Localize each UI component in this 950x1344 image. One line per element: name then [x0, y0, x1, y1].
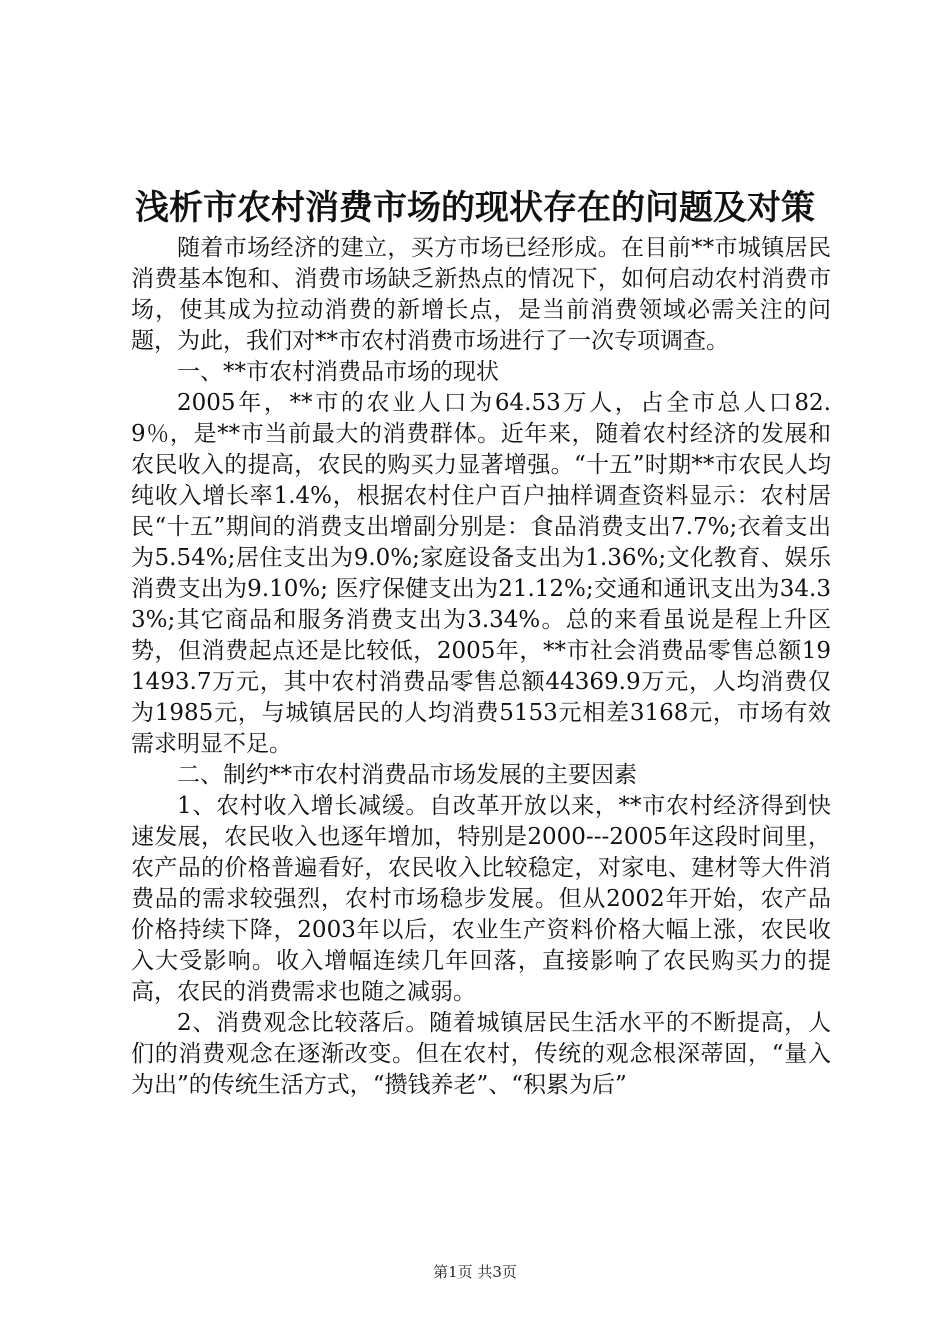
section-heading-status: 一、**市农村消费品市场的现状 [177, 359, 499, 385]
status-paragraph: 2005年，**市的农业人口为64.53万人，占全市总人口82.9％，是**市当前最大的消费群体。近年来，随着农村经济的发展和农民收入的提高，农民的购买力显著增强。“十五”时期**市农民人均纯收入增长率1.4%，根据农村住户百户抽样调查资料显示：农村居民“十五”期间的消费支出增副分别是：食品消费支出7.7%;衣着支出为5.54%;居住支出为9.0%;家庭设备支出为1.36%;文化教育、娱乐消费支出为9.10%; 医疗保健支出为21.12%;交通和通讯支出为34.33%;其它商品和服务消费支出为3.34%。总的来看虽说是程上升区势，但消费起点还是比较低，2005年，**市社会消费品零售总额191493.7万元，其中农村消费品零售总额44369.9万元，人均消费仅为1985元，与城镇居民的人均消费5153元相差3168元，市场有效需求明显不足。 [131, 390, 831, 757]
intro-paragraph: 随着市场经济的建立，买方市场已经形成。在目前**市城镇居民消费基本饱和、消费市场缺乏新热点的情况下，如何启动农村消费市场，使其成为拉动消费的新增长点，是当前消费领域必需关注的问题，为此，我们对**市农村消费市场进行了一次专项调查。 [131, 235, 831, 354]
section-heading-factors: 二、制约**市农村消费品市场发展的主要因素 [177, 762, 637, 788]
document-title: 浅析市农村消费市场的现状存在的问题及对策 [135, 188, 815, 228]
factor-1-paragraph: 1、农村收入增长减缓。自改革开放以来，**市农村经济得到快速发展，农民收入也逐年增加，特别是2000---2005年这段时间里，农产品的价格普遍看好，农民收入比较稳定，对家电、建材等大件消费品的需求较强烈，农村市场稳步发展。但从2002年开始，农产品价格持续下降，2003年以后，农业生产资料价格大幅上涨，农民收入大受影响。收入增幅连续几年回落，直接影响了农民购买力的提高，农民的消费需求也随之减弱。 [131, 793, 831, 1005]
document-body [131, 233, 831, 1101]
page-footer: 第1页 共3页 [433, 1263, 517, 1281]
factor-2-paragraph: 2、消费观念比较落后。随着城镇居民生活水平的不断提高，人们的消费观念在逐渐改变。但在农村，传统的观念根深蒂固，“量入为出”的传统生活方式，“攒钱养老”、“积累为后” [131, 1010, 831, 1098]
